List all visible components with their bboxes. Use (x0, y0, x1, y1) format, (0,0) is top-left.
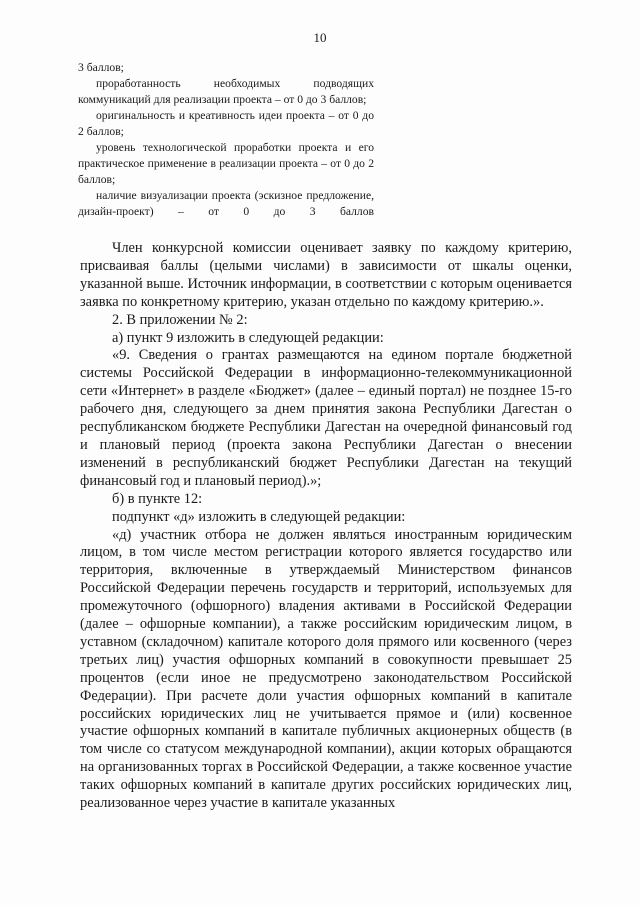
paragraph: «д) участник отбора не должен являться иностранным юридическим лицом, в том числе местом регистрации которого является государство или территория, включенные в утверждаемый Министерством финансов Российской Федерации перечень государств и территорий, используемых для промежуточного (офшорного) владения активами в Российской Федерации (далее – офшорные компании), а также российским юридическим лицом, в уставном (складочном) капитале которого доля прямого или косвенного (через третьих лиц) участия офшорных компаний в совокупности превышает 25 процентов (если иное не предусмотрено законодательством Российской Федерации). При расчете доли участия офшорных компаний в капитале российских юридических лиц не учитывается прямое и (или) косвенное участие офшорных компаний в капитале публичных акционерных обществ (в том числе со статусом международной компании), акции которых обращаются на организованных торгах в Российской Федерации, а также косвенное участие таких офшорных компаний в капитале других российских юридических лиц, реализованное через участие в капитале указанных (80, 526, 572, 812)
criteria-item: оригинальность и креативность идеи проекта – от 0 до 2 баллов; (78, 109, 374, 138)
criteria-item: уровень технологической проработки проекта и его практическое применение в реализации проекта – от 0 до 2 баллов; (78, 141, 374, 186)
criteria-item: 3 баллов; (78, 61, 124, 74)
paragraph: б) в пункте 12: (112, 490, 203, 507)
paragraph: а) пункт 9 изложить в следующей редакции: (112, 329, 384, 346)
paragraph: Член конкурсной комиссии оценивает заявку по каждому критерию, присваивая баллы (целыми числами) в зависимости от шкалы оценки, указанной выше. Источник информации, в соответствии с которым оценивается заявка по конкретному критерию, указан отдельно по каждому критерию.». (80, 240, 572, 310)
criteria-item: проработанность необходимых подводящих коммуникаций для реализации проекта – от 0 до 3 баллов; (78, 77, 374, 106)
criteria-list (78, 60, 374, 220)
paragraph: «9. Сведения о грантах размещаются на едином портале бюджетной системы Российской Федерации в информационно-телекоммуникационной сети «Интернет» в разделе «Бюджет» (далее – единый портал) не позднее 15-го рабочего дня, следующего за днем принятия закона Республики Дагестан о республиканском бюджете Республики Дагестан на очередной финансовый год и плановый период (проекта закона Республики Дагестан о внесении изменений в республиканский бюджет Республики Дагестан на текущий финансовый год и плановый период).»; (80, 347, 572, 489)
paragraph: 2. В приложении № 2: (112, 311, 248, 328)
page-number: 10 (313, 30, 327, 45)
document-body (80, 240, 572, 813)
criteria-item: наличие визуализации проекта (эскизное предложение, дизайн-проект) – от 0 до 3 баллов (78, 189, 374, 218)
paragraph: подпункт «д» изложить в следующей редакции: (112, 508, 406, 525)
